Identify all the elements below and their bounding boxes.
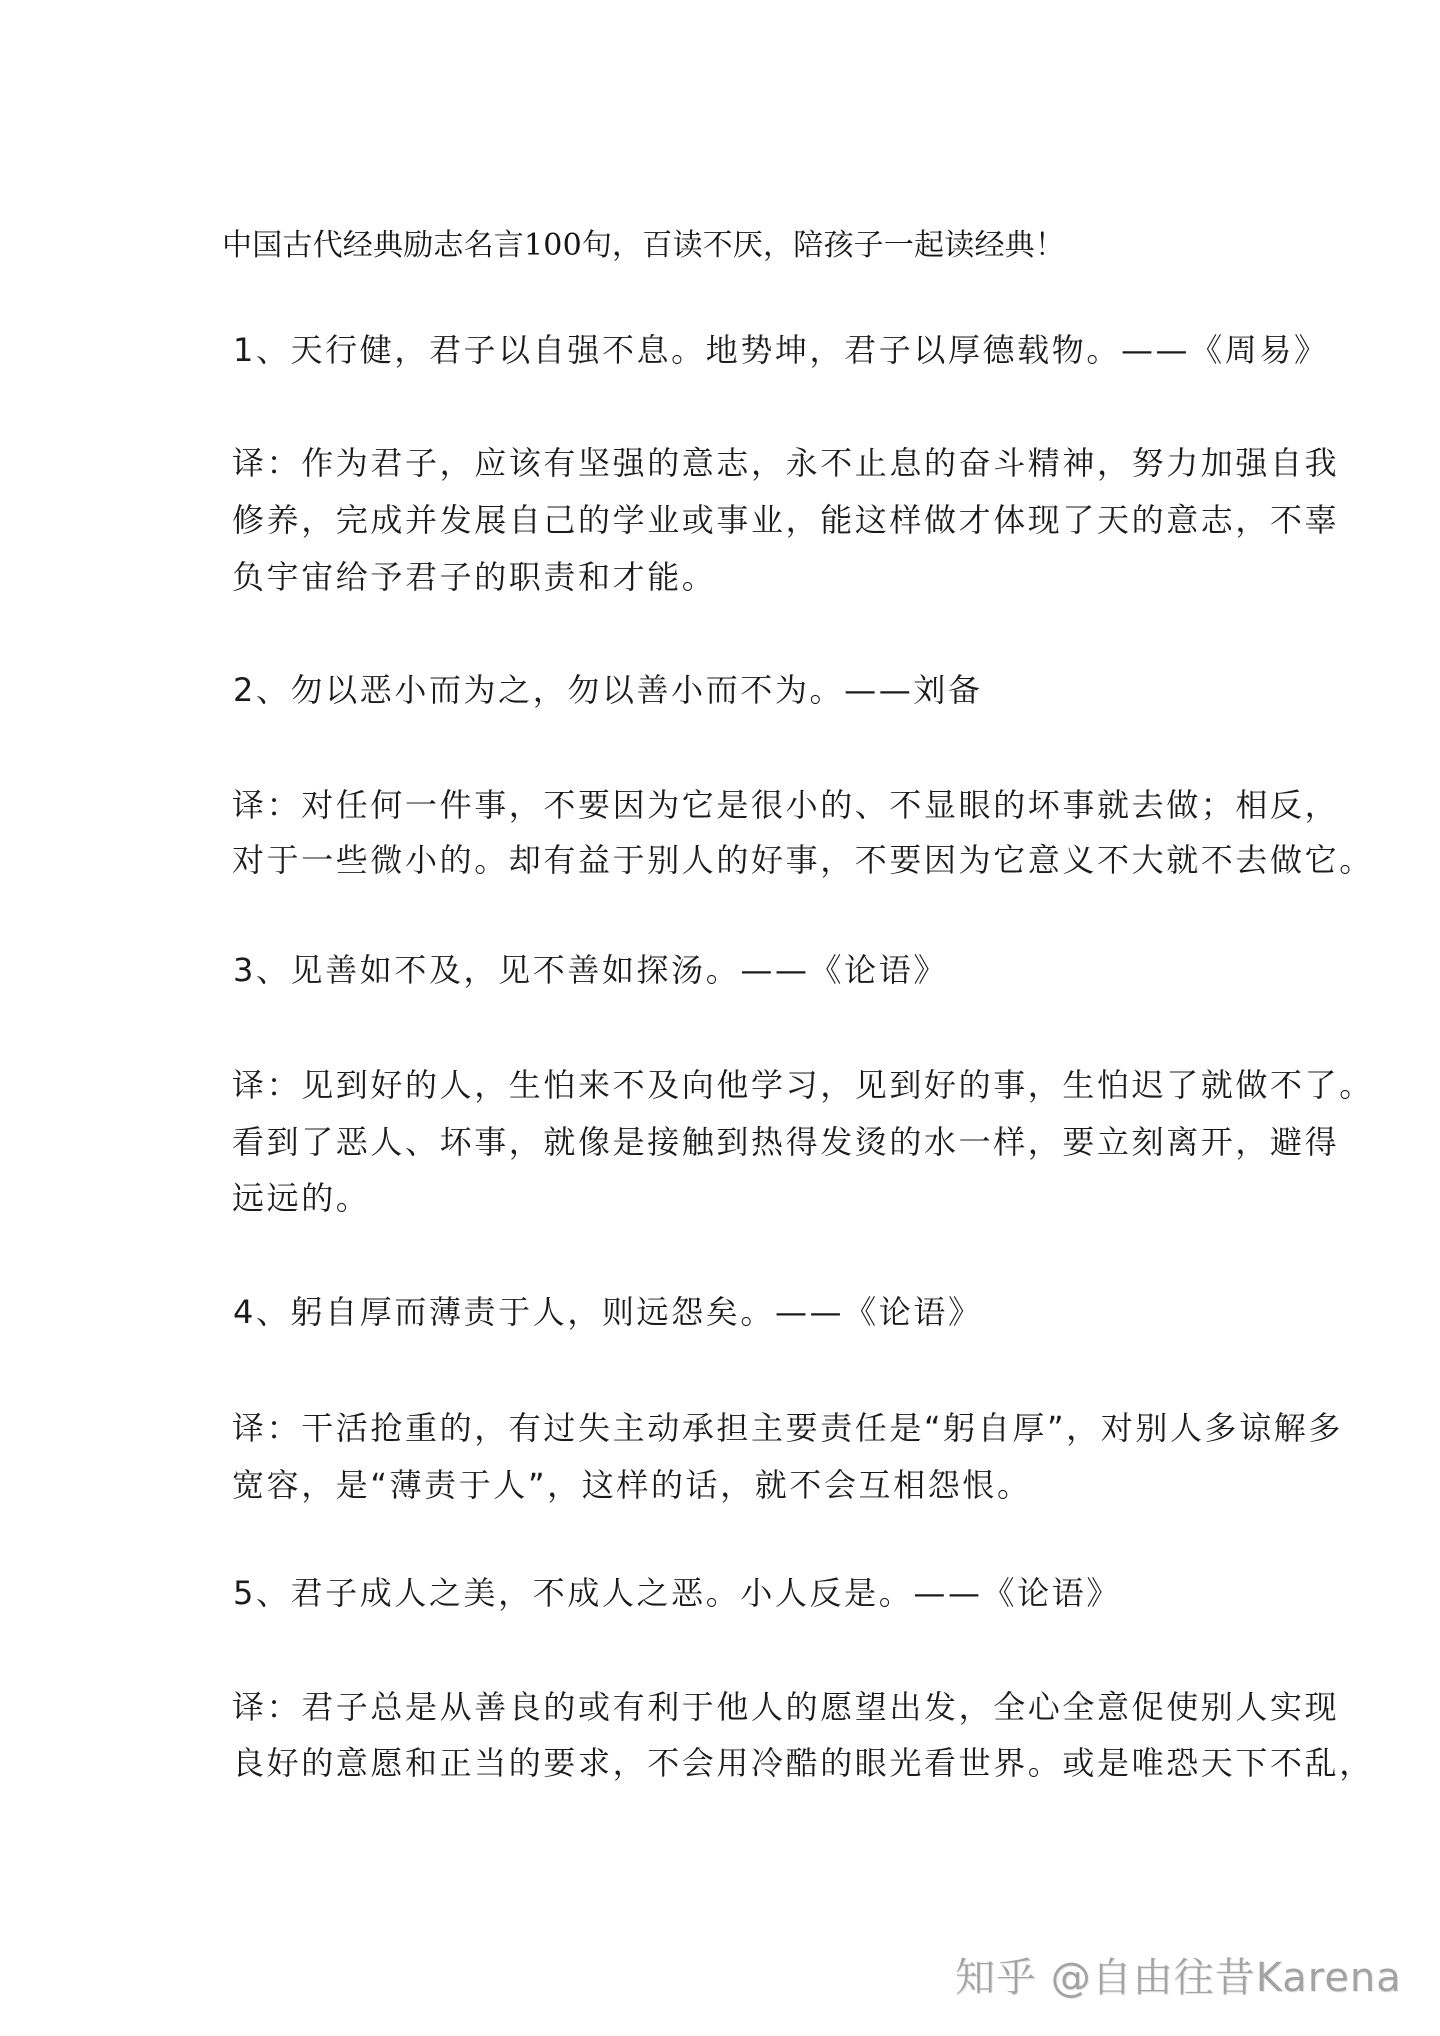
quote-1: 1、天行健，君子以自强不息。地势坤，君子以厚德载物。——《周易》: [233, 331, 1329, 369]
quote-4: 4、躬自厚而薄责于人，则远怨矣。——《论语》: [233, 1293, 983, 1331]
document-title: 中国古代经典励志名言100句，百读不厌，陪孩子一起读经典！: [222, 228, 1066, 263]
translation-2-line-2: 对于一些微小的。却有益于别人的好事，不要因为它意义不大就不去做它。: [232, 841, 1374, 879]
translation-3-line-3: 远远的。: [232, 1179, 371, 1217]
translation-4-line-1: 译：干活抢重的，有过失主动承担主要责任是“躬自厚”，对别人多谅解多: [232, 1409, 1343, 1447]
translation-1-line-1: 译：作为君子，应该有坚强的意志，永不止息的奋斗精神，努力加强自我: [232, 444, 1340, 482]
translation-1-line-3: 负宇宙给予君子的职责和才能。: [232, 558, 717, 596]
translation-3-line-2: 看到了恶人、坏事，就像是接触到热得发烫的水一样，要立刻离开，避得: [232, 1123, 1340, 1161]
translation-2-line-1: 译：对任何一件事，不要因为它是很小的、不显眼的坏事就去做；相反，: [232, 786, 1340, 824]
zhihu-watermark: 知乎 @自由往昔Karena: [955, 1955, 1402, 2001]
translation-3-line-1: 译：见到好的人，生怕来不及向他学习，见到好的事，生怕迟了就做不了。: [232, 1066, 1374, 1104]
quote-3: 3、见善如不及，见不善如探汤。——《论语》: [233, 951, 948, 989]
translation-4-line-2: 宽容，是“薄责于人”，这样的话，就不会互相怨恨。: [232, 1466, 1032, 1504]
quote-5: 5、君子成人之美，不成人之恶。小人反是。——《论语》: [233, 1574, 1121, 1612]
quote-2: 2、勿以恶小而为之，勿以善小而不为。——刘备: [233, 671, 983, 709]
translation-5-line-2: 良好的意愿和正当的要求，不会用冷酷的眼光看世界。或是唯恐天下不乱，: [232, 1744, 1374, 1782]
translation-5-line-1: 译：君子总是从善良的或有利于他人的愿望出发，全心全意促使别人实现: [232, 1688, 1340, 1726]
translation-1-line-2: 修养，完成并发展自己的学业或事业，能这样做才体现了天的意志，不辜: [232, 501, 1340, 539]
